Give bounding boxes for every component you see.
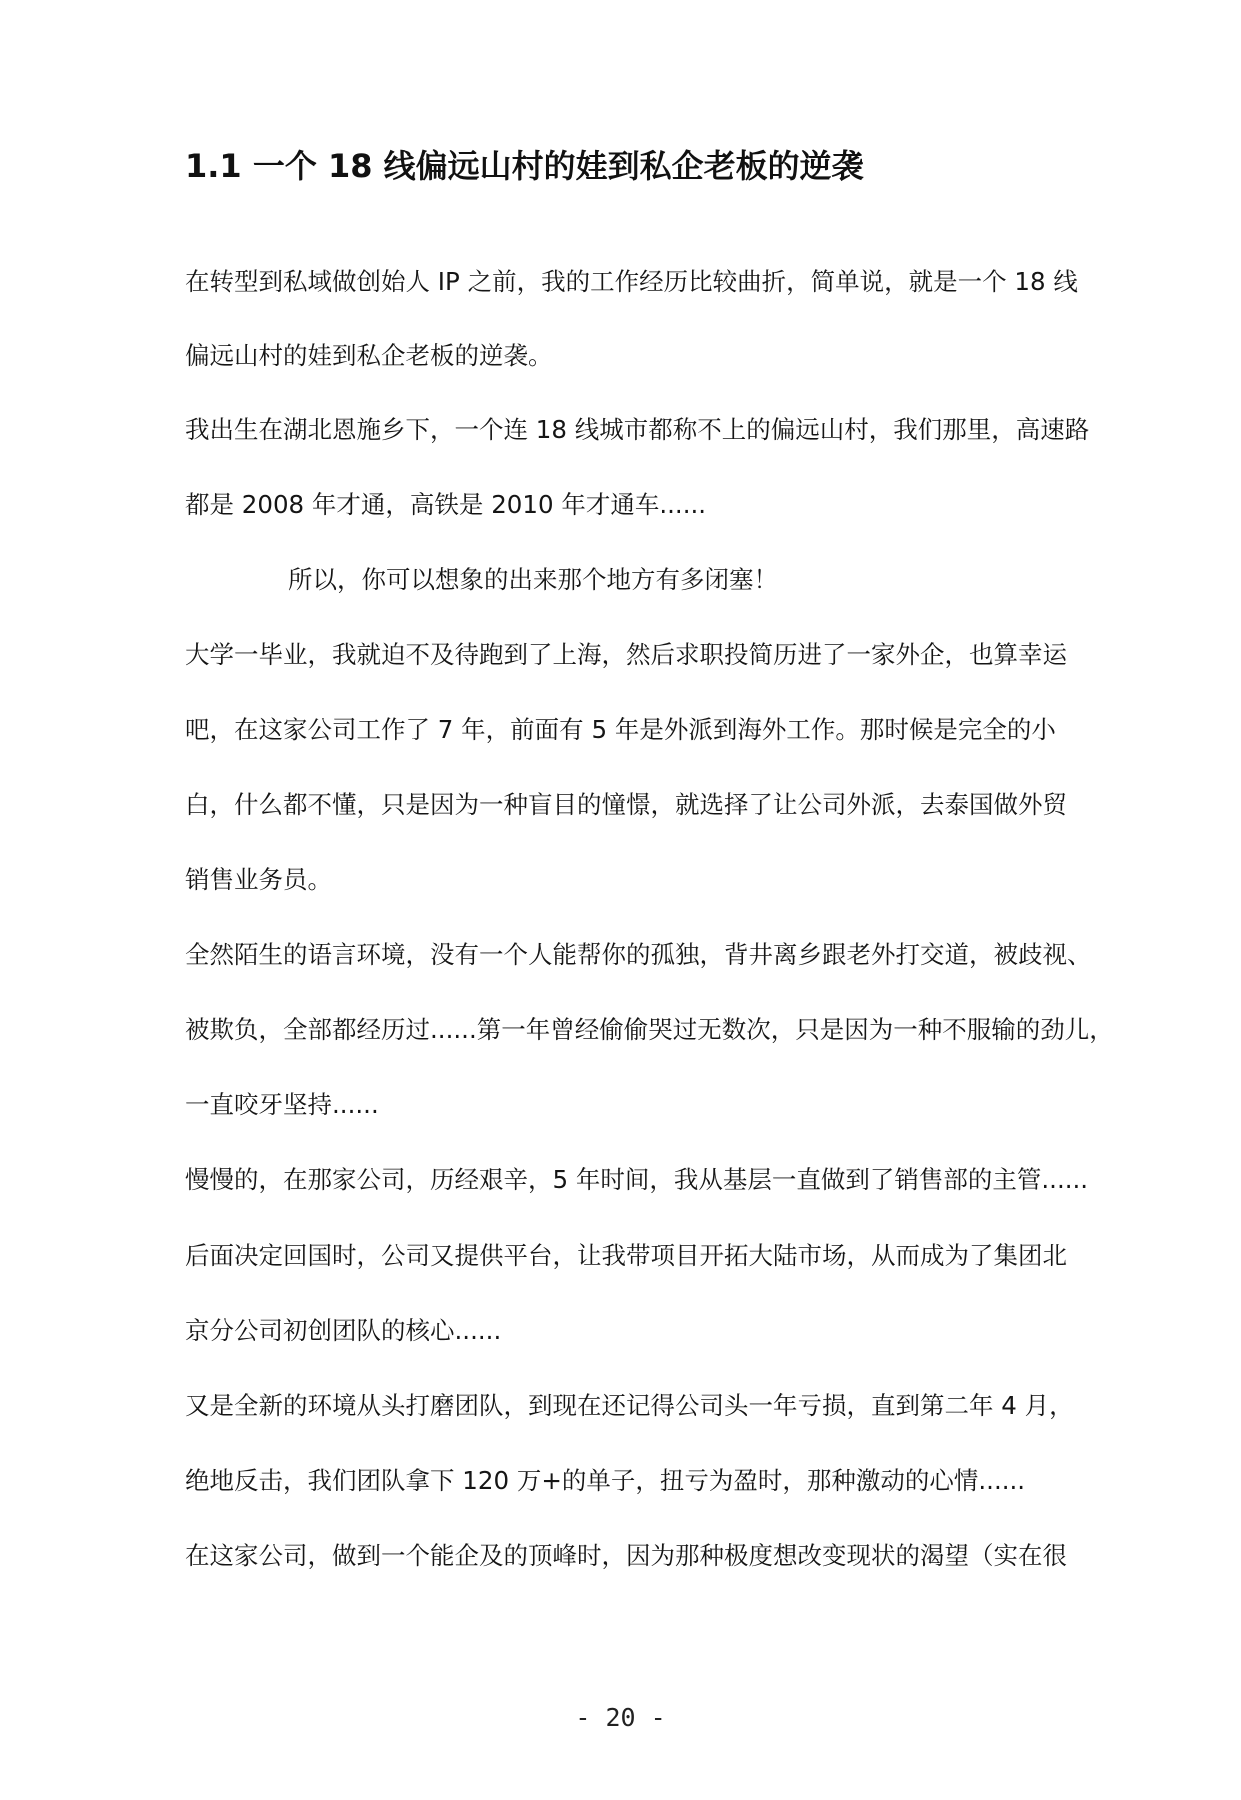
- body-line: 一直咬牙坚持......: [185, 1090, 379, 1119]
- body-line: 在这家公司，做到一个能企及的顶峰时，因为那种极度想改变现状的渴望（实在很: [185, 1541, 1067, 1570]
- body-line: 大学一毕业，我就迫不及待跑到了上海，然后求职投简历进了一家外企，也算幸运: [185, 640, 1067, 669]
- body-line: 又是全新的环境从头打磨团队，到现在还记得公司头一年亏损，直到第二年 4 月，: [185, 1391, 1074, 1420]
- body-line: 吧，在这家公司工作了 7 年，前面有 5 年是外派到海外工作。那时候是完全的小: [185, 715, 1056, 744]
- body-line-indented: 所以，你可以想象的出来那个地方有多闭塞！: [288, 565, 778, 594]
- page-number: - 20 -: [575, 1703, 666, 1732]
- section-heading: 1.1 一个 18 线偏远山村的娃到私企老板的逆袭: [185, 147, 864, 185]
- body-line: 偏远山村的娃到私企老板的逆袭。: [185, 341, 553, 370]
- body-line: 都是 2008 年才通，高铁是 2010 年才通车......: [185, 490, 707, 519]
- body-line: 白，什么都不懂，只是因为一种盲目的憧憬，就选择了让公司外派，去泰国做外贸: [185, 790, 1067, 819]
- body-line: 在转型到私域做创始人 IP 之前，我的工作经历比较曲折，简单说，就是一个 18 线: [185, 267, 1078, 296]
- body-line: 我出生在湖北恩施乡下，一个连 18 线城市都称不上的偏远山村，我们那里，高速路: [185, 415, 1090, 444]
- body-line: 被欺负，全部都经历过......第一年曾经偷偷哭过无数次，只是因为一种不服输的劲儿，: [185, 1015, 1114, 1044]
- body-line: 销售业务员。: [185, 865, 332, 894]
- body-line: 绝地反击，我们团队拿下 120 万+的单子，扭亏为盈时，那种激动的心情......: [185, 1466, 1026, 1495]
- body-line: 后面决定回国时，公司又提供平台，让我带项目开拓大陆市场，从而成为了集团北: [185, 1241, 1067, 1270]
- body-line: 京分公司初创团队的核心......: [185, 1316, 502, 1345]
- body-line: 全然陌生的语言环境，没有一个人能帮你的孤独，背井离乡跟老外打交道，被歧视、: [185, 940, 1092, 969]
- body-line: 慢慢的，在那家公司，历经艰辛，5 年时间，我从基层一直做到了销售部的主管......: [185, 1165, 1089, 1194]
